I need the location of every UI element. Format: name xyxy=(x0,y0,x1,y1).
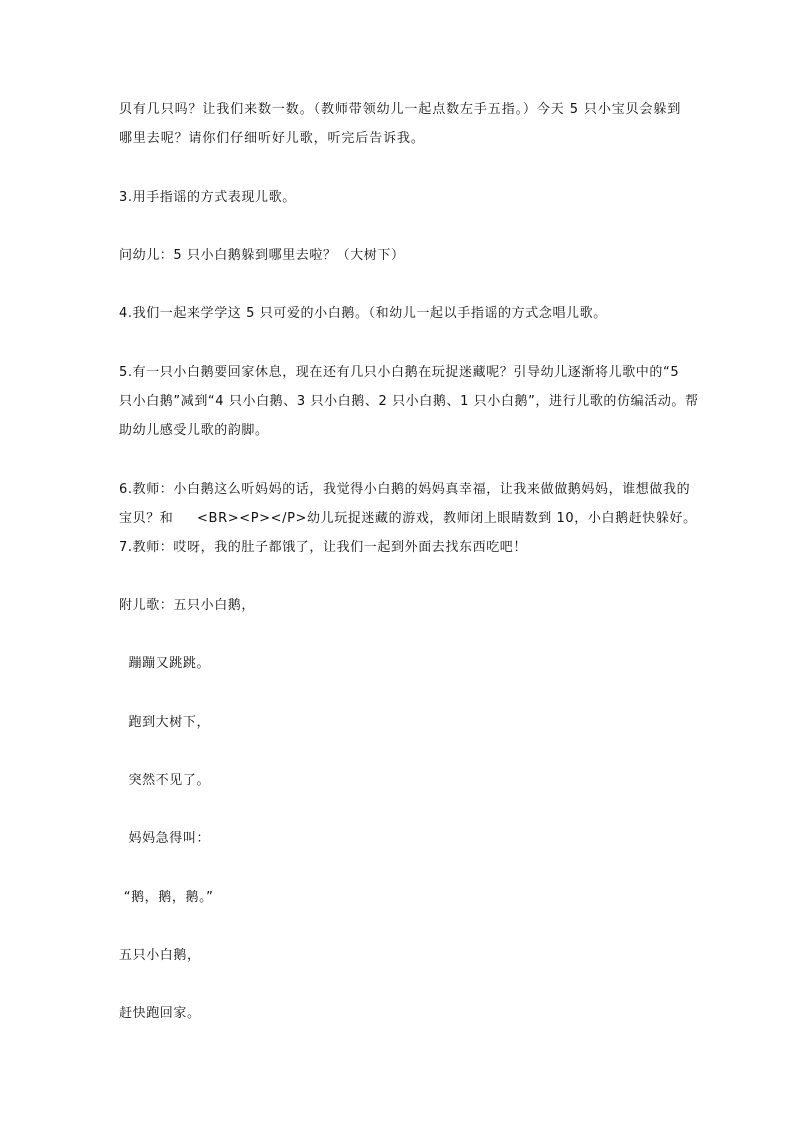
text-line: 7.教师：哎呀，我的肚子都饿了，让我们一起到外面去找东西吃吧！ xyxy=(119,540,528,555)
text-line: 4.我们一起来学学这 5 只可爱的小白鹅。（和幼儿一起以手指谣的方式念唱儿歌。 xyxy=(119,306,607,321)
text-line: 只小白鹅”减到“4 只小白鹅、3 只小白鹅、2 只小白鹅、1 只小白鹅”，进行儿歌的仿编活动。帮 xyxy=(119,394,699,409)
text-line: 问幼儿：5 只小白鹅躲到哪里去啦？（大树下） xyxy=(119,248,405,263)
text-line: 哪里去呢？请你们仔细听好儿歌，听完后告诉我。 xyxy=(119,131,425,146)
text-line: 5.有一只小白鹅要回家休息，现在还有几只小白鹅在玩捉迷藏呢？引导幼儿逐渐将儿歌中的“5 xyxy=(119,365,680,380)
text-line: “鹅，鹅，鹅。” xyxy=(119,890,214,905)
text-line: 突然不见了。 xyxy=(119,773,211,788)
text-line: 助幼儿感受儿歌的韵脚。 xyxy=(119,423,269,438)
text-line: 6.教师：小白鹅这么听妈妈的话，我觉得小白鹅的妈妈真幸福，让我来做做鹅妈妈，谁想做我的 xyxy=(119,482,691,497)
text-line: 跑到大树下， xyxy=(119,715,211,730)
text-line: 宝贝？和 <BR><P></P>幼儿玩捉迷藏的游戏，教师闭上眼睛数到 10，小白鹅赶快躲好。 xyxy=(119,511,697,526)
text-line: 蹦蹦又跳跳。 xyxy=(119,656,211,671)
text-line: 3.用手指谣的方式表现儿歌。 xyxy=(119,190,296,205)
text-line: 附儿歌：五只小白鹅， xyxy=(119,598,256,613)
text-line: 贝有几只吗？让我们来数一数。（教师带领幼儿一起点数左手五指。）今天 5 只小宝贝会躲到 xyxy=(119,102,682,117)
text-line: 妈妈急得叫： xyxy=(119,831,211,846)
text-line: 五只小白鹅， xyxy=(119,948,201,963)
text-line: 赶快跑回家。 xyxy=(119,1006,201,1021)
